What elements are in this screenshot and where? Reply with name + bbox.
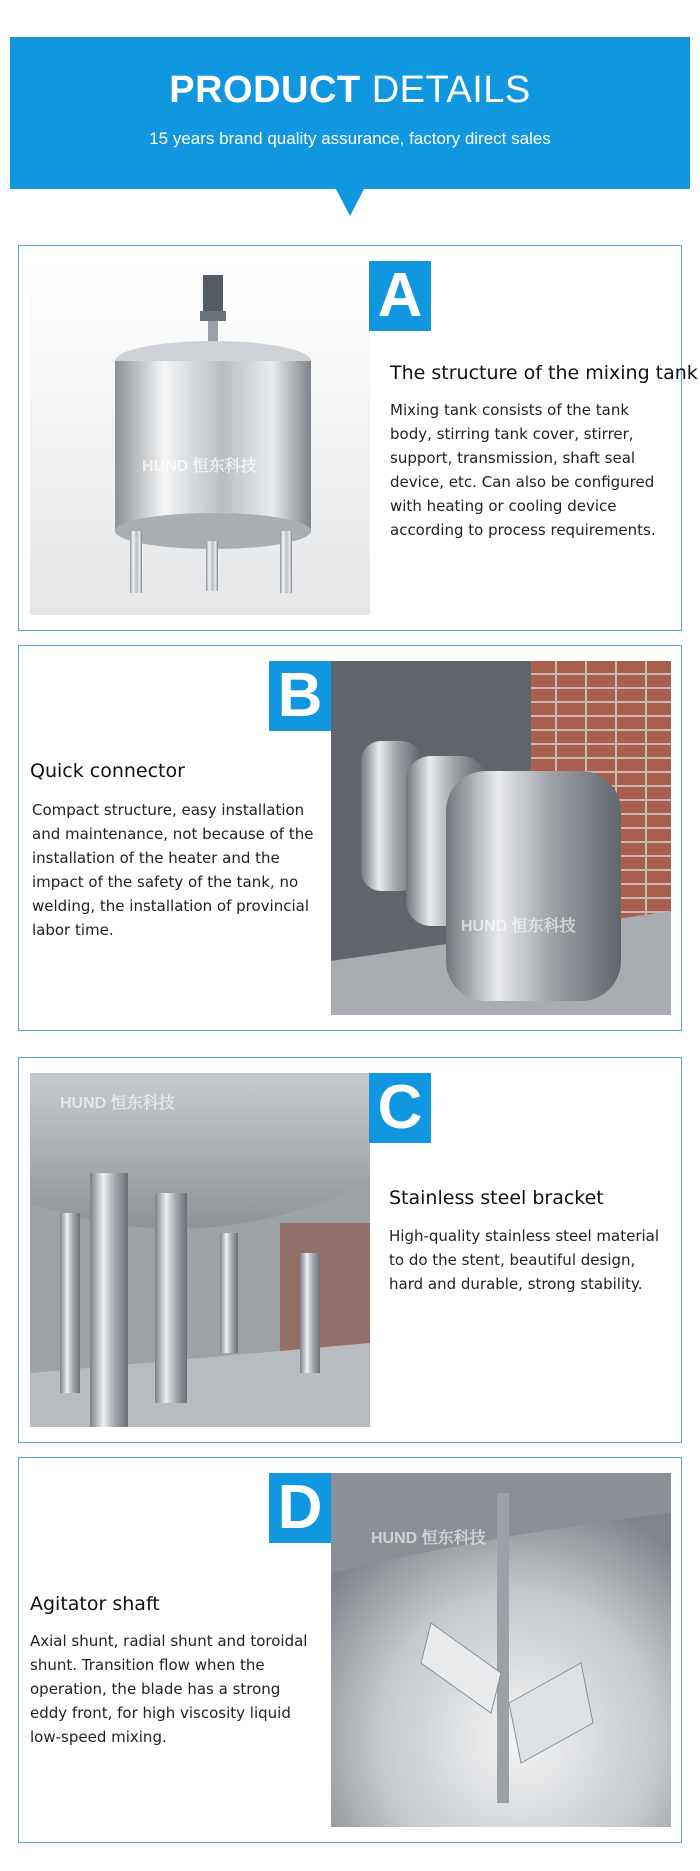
quick-connector-photo bbox=[331, 661, 671, 1015]
section-c-text: High-quality stainless steel material to do the stent, beautiful design, hard and durable, strong stability. bbox=[389, 1227, 660, 1293]
section-d-title: Agitator shaft bbox=[30, 1593, 160, 1615]
section-letter-a: A bbox=[369, 261, 431, 331]
mixing-tank-photo bbox=[30, 261, 370, 615]
title-light: DETAILS bbox=[371, 69, 531, 111]
watermark-b: HUND 恒东科技 bbox=[461, 918, 576, 935]
watermark-c: HUND 恒东科技 bbox=[60, 1095, 175, 1112]
section-b-text: Compact structure, easy installation and maintenance, not because of the installation of the heater and the impact of the safety of the tank, no welding, the installation of provincial labor time. bbox=[32, 801, 314, 939]
section-c-card bbox=[18, 1057, 682, 1443]
section-a-text: Mixing tank consists of the tank body, stirring tank cover, stirrer, support, transmission, shaft seal device, etc. Can also be configured with heating or cooling device according to process requirements. bbox=[390, 401, 656, 539]
section-letter-b: B bbox=[269, 661, 331, 731]
section-b-title: Quick connector bbox=[30, 760, 185, 782]
stainless-bracket-photo bbox=[30, 1073, 370, 1427]
section-d-text: Axial shunt, radial shunt and toroidal shunt. Transition flow when the operation, the blade has a strong eddy front, for high viscosity liquid low-speed mixing. bbox=[30, 1632, 308, 1746]
watermark-a: HUND 恒东科技 bbox=[142, 458, 257, 475]
section-b-card bbox=[18, 645, 682, 1031]
header-pointer bbox=[336, 189, 364, 216]
section-d-card bbox=[18, 1457, 682, 1843]
section-a-card bbox=[18, 245, 698, 631]
page-subtitle: 15 years brand quality assurance, factory direct sales bbox=[149, 129, 551, 148]
section-letter-d: D bbox=[269, 1473, 331, 1543]
title-bold: PRODUCT bbox=[169, 69, 361, 111]
section-c-title: Stainless steel bracket bbox=[389, 1187, 604, 1209]
watermark-d: HUND 恒东科技 bbox=[371, 1530, 486, 1547]
page-title bbox=[10, 69, 690, 112]
header-banner bbox=[10, 37, 690, 189]
section-a-title: The structure of the mixing tank bbox=[390, 362, 698, 384]
agitator-shaft-photo bbox=[331, 1473, 671, 1827]
section-letter-c: C bbox=[369, 1073, 431, 1143]
